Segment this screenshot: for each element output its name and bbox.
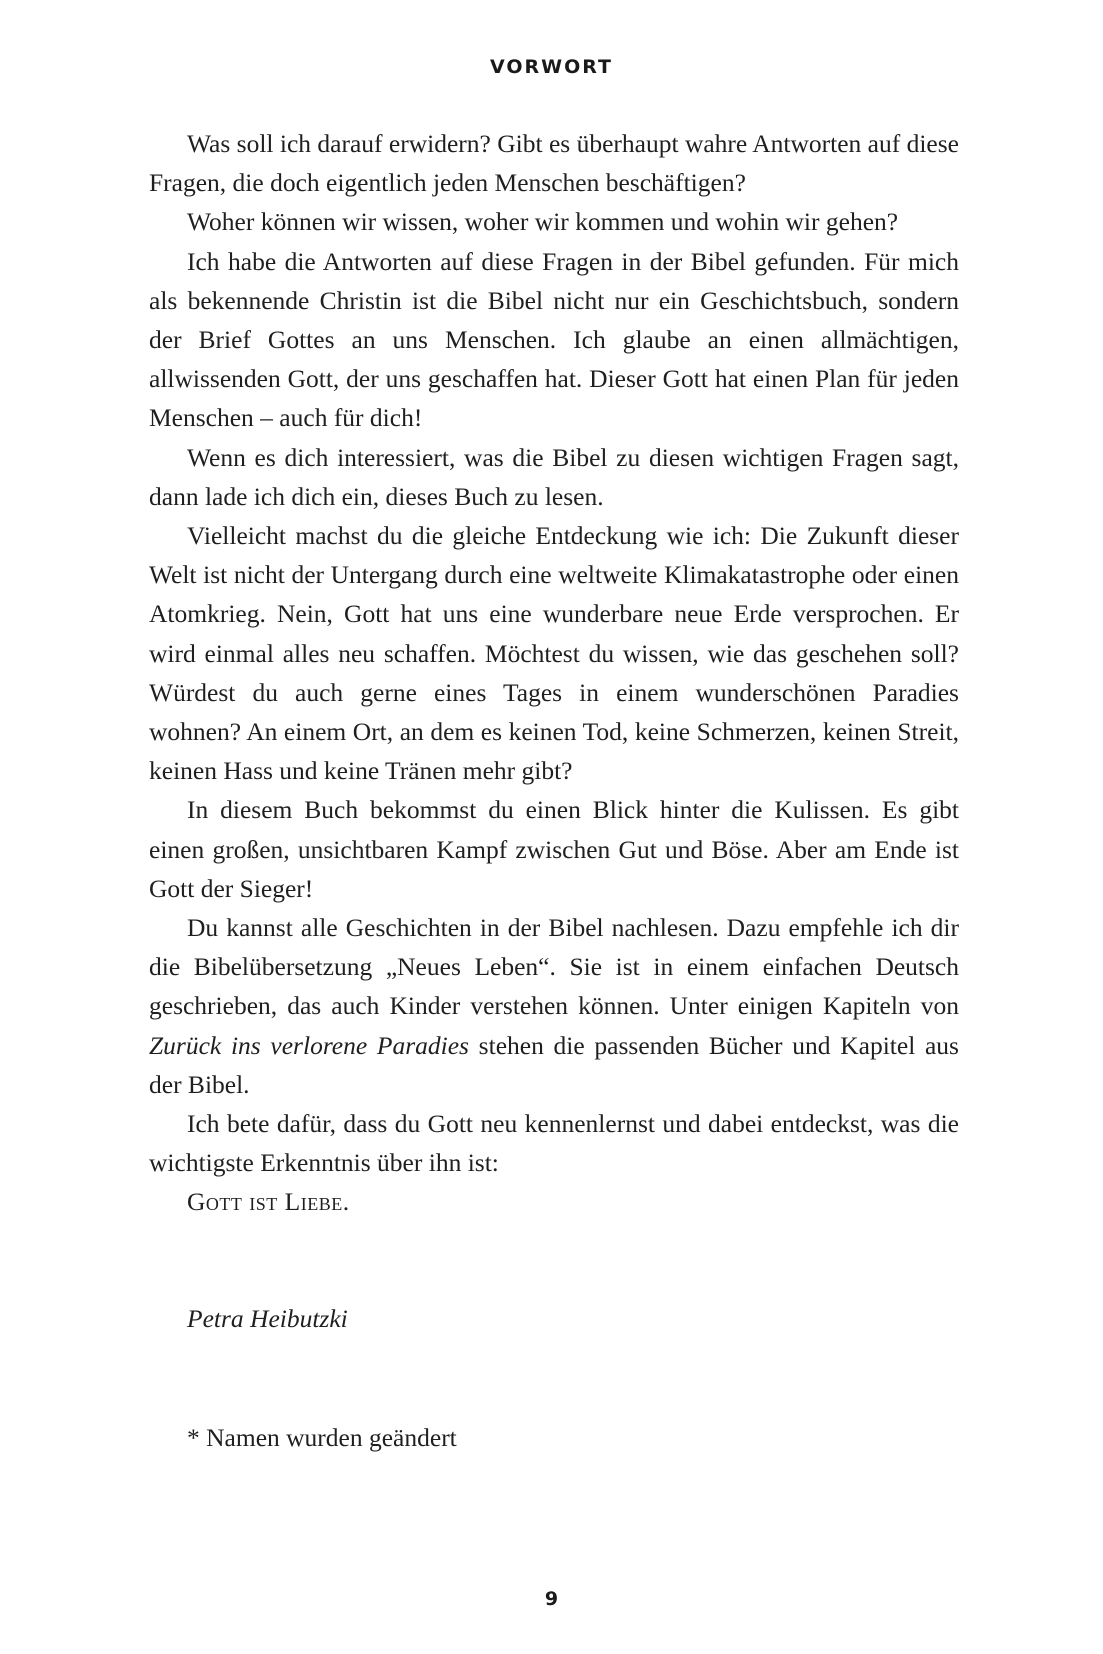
page-number: 9: [544, 1588, 559, 1610]
paragraph: In diesem Buch bekommst du einen Blick hinter die Kulissen. Es gibt einen großen, unsichtbaren Kampf zwischen Gut und Böse. Aber am Ende ist Gott der Sieger!: [149, 795, 959, 903]
paragraph: Was soll ich darauf erwidern? Gibt es überhaupt wahre Antworten auf diese Fragen, die doch eigentlich jeden Menschen beschäftigen?: [149, 129, 959, 198]
paragraph: Woher können wir wissen, woher wir kommen und wohin wir gehen?: [187, 207, 899, 237]
author-signature: Petra Heibutzki: [187, 1304, 348, 1333]
motto: Gott ist Liebe.: [187, 1187, 350, 1217]
footnote: * Namen wurden geändert: [187, 1423, 457, 1452]
paragraph: Wenn es dich interessiert, was die Bibel zu diesen wichtigen Fragen sagt, dann lade ich dich ein, dieses Buch zu lesen.: [149, 442, 959, 511]
paragraph: Ich bete dafür, dass du Gott neu kennenlernst und dabei entdeckst, was die wichtigste Erkenntnis über ihn ist:: [149, 1109, 959, 1178]
running-head: VORWORT: [490, 56, 613, 78]
paragraph-text: stehen die passenden Bücher und Kapitel aus der Bibel.: [149, 1030, 959, 1099]
body-text: [149, 124, 959, 1222]
paragraph-bible-recommendation: [149, 908, 959, 1104]
book-title: Zurück ins verlorene Paradies: [149, 1030, 469, 1060]
paragraph: Ich habe die Antworten auf diese Fragen in der Bibel gefunden. Für mich als bekennende Christin ist die Bibel nicht nur ein Geschichtsbuch, sondern der Brief Gottes an uns Menschen. Ich glaube an einen allmächtigen, allwissenden Gott, der uns geschaffen hat. Dieser Gott hat einen Plan für jeden Menschen – auch für dich!: [149, 246, 959, 433]
paragraph: Vielleicht machst du die gleiche Entdeckung wie ich: Die Zukunft dieser Welt ist nicht der Untergang durch eine weltweite Klimakatastrophe oder einen Atomkrieg. Nein, Gott hat uns eine wunderbare neue Erde versprochen. Er wird einmal alles neu schaffen. Möchtest du wissen, wie das geschehen soll? Würdest du auch gerne eines Tages in einem wunderschönen Paradies wohnen? An einem Ort, an dem es keinen Tod, keine Schmerzen, keinen Streit, keinen Hass und keine Tränen mehr gibt?: [149, 521, 959, 786]
paragraph-text: Du kannst alle Geschichten in der Bibel nachlesen. Dazu empfehle ich dir die Bibelübersetzung „Neues Leben“. Sie ist in einem einfachen Deutsch geschrieben, das auch Kinder verstehen können. Unter einigen Kapiteln von: [149, 913, 959, 1021]
